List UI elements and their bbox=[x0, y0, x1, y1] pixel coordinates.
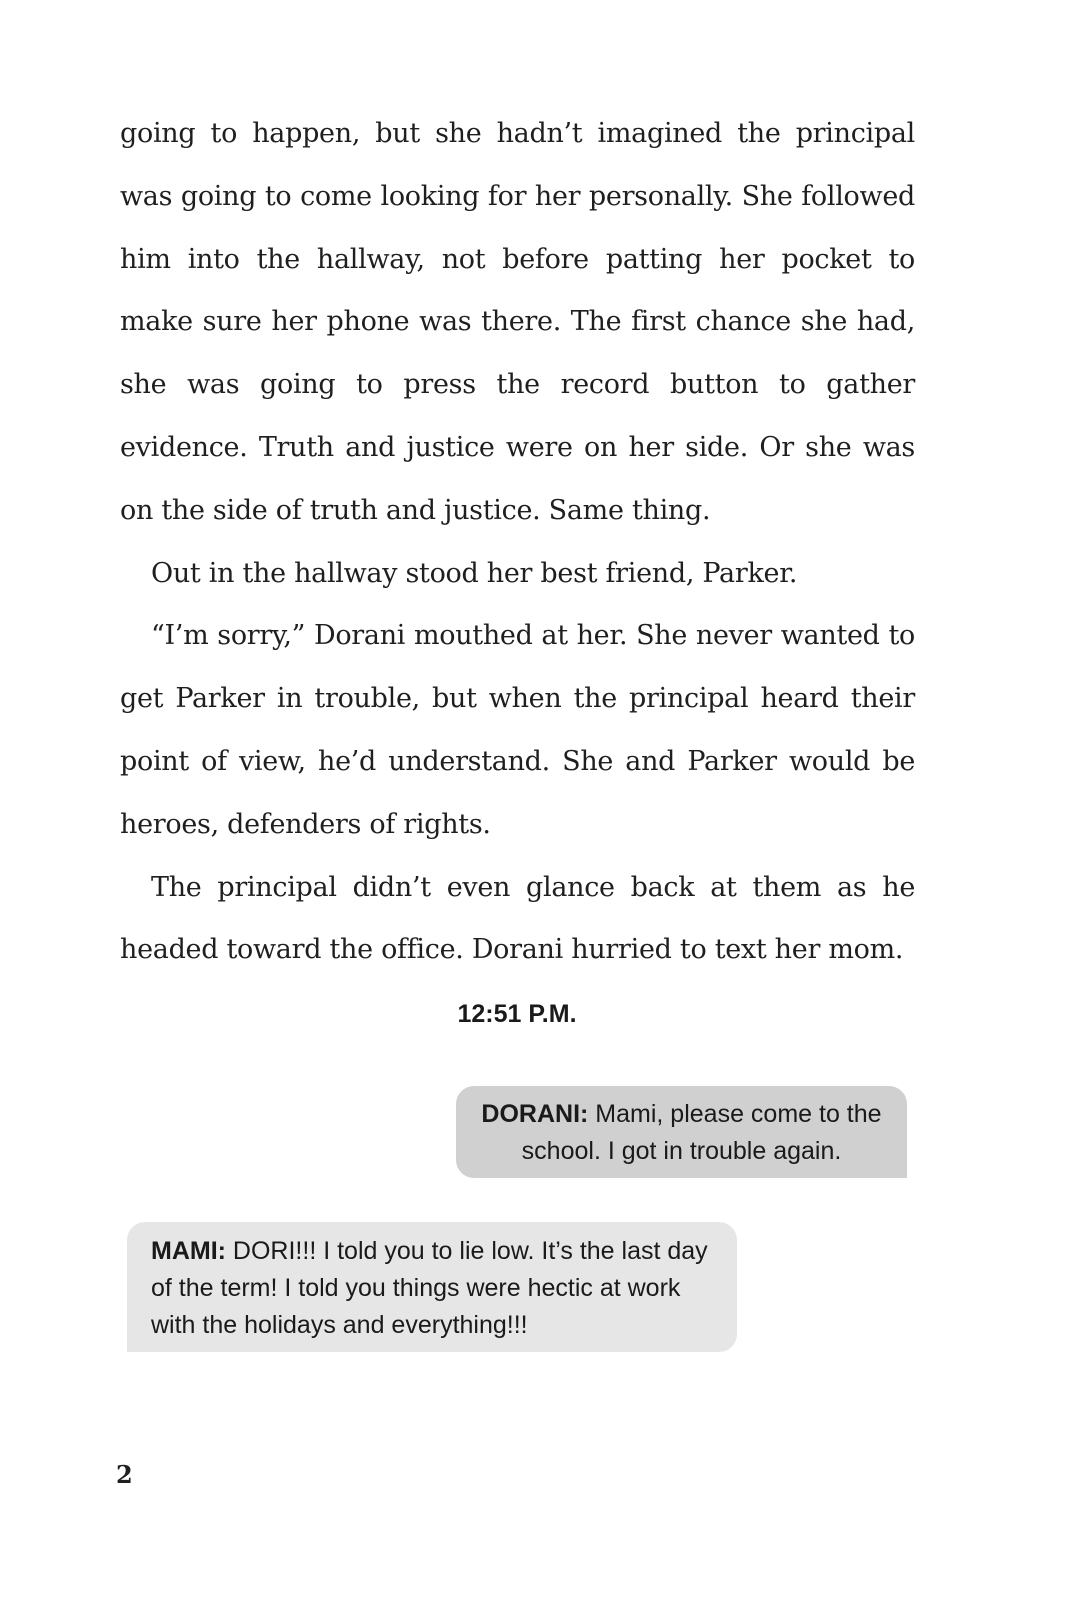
page-number: 2 bbox=[116, 1460, 133, 1489]
message-body: Mami, please come to the school. I got in trouble again. bbox=[521, 1100, 882, 1165]
message-bubble-dorani bbox=[456, 1086, 907, 1178]
message-body: DORI!!! I told you to lie low. It’s the last day of the term! I told you things were hectic at work with the holidays and everything!!! bbox=[151, 1237, 708, 1339]
story-prose bbox=[120, 103, 915, 982]
paragraph-principal: The principal didn’t even glance back at them as he headed toward the office. Dorani hurried to text her mom. bbox=[120, 871, 915, 966]
message-bubble-mami bbox=[127, 1222, 737, 1352]
paragraph-apology: “I’m sorry,” Dorani mouthed at her. She never wanted to get Parker in trouble, but when the principal heard their point of view, he’d understand. She and Parker would be heroes, defenders of rights. bbox=[120, 620, 915, 840]
text-timestamp: 12:51 P.M. bbox=[457, 1000, 577, 1028]
message-sender: MAMI: bbox=[151, 1237, 226, 1265]
paragraph-hallway: Out in the hallway stood her best friend, Parker. bbox=[151, 557, 798, 589]
message-sender: DORANI: bbox=[481, 1100, 589, 1128]
paragraph-continuation: going to happen, but she hadn’t imagined the principal was going to come looking for her personally. She followed him into the hallway, not before patting her pocket to make sure her phone was there. The first chance she had, she was going to press the record button to gather evidence. Truth and justice were on her side. Or she was on the side of truth and justice. Same thing. bbox=[120, 118, 915, 526]
